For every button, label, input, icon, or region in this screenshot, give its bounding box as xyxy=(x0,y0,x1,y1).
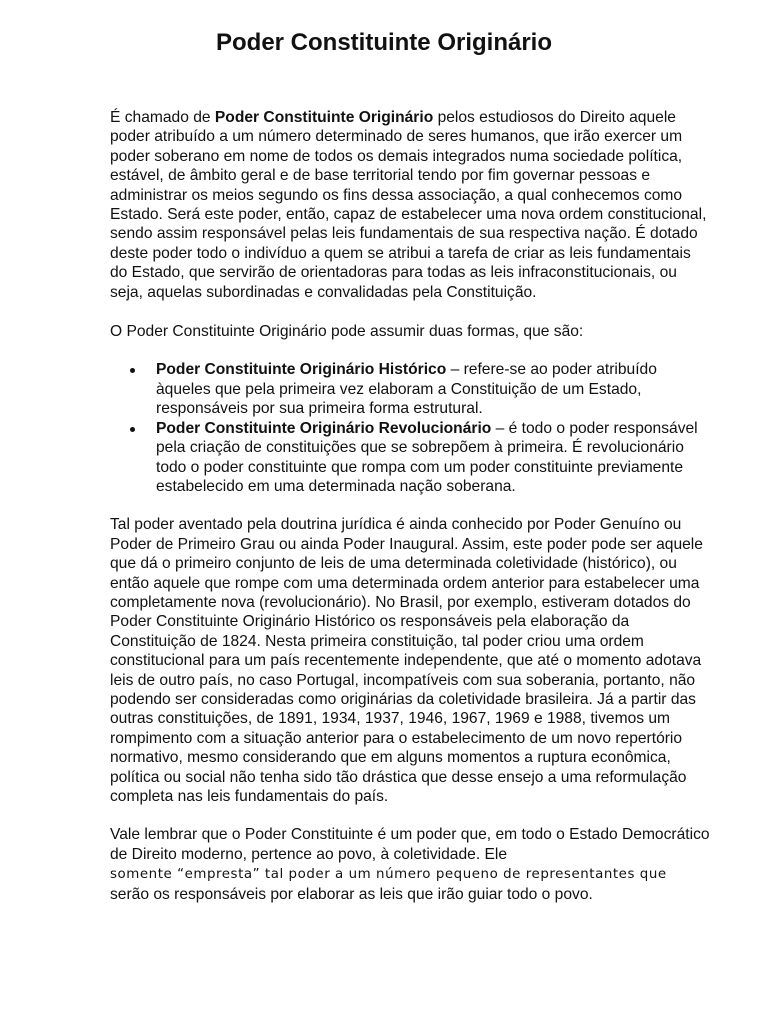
conclusion-line2: somente “empresta” tal poder a um número pequeno de representantes que xyxy=(110,867,667,883)
paragraph-conclusion xyxy=(110,825,710,904)
paragraph-history: Tal poder aventado pela doutrina jurídica é ainda conhecido por Poder Genuíno ou Poder de Primeiro Grau ou ainda Poder Inaugural. Assim, este poder pode ser aquele que dá o primeiro conjunto de leis de uma determinada coletividade (histórico), ou então aquele que rompe com uma determinada ordem anterior para estabelecer uma completamente nova (revolucionário). No Brasil, por exemplo, estiveram dotados do Poder Constituinte Originário Histórico os responsáveis pela elaboração da Constituição de 1824. Nesta primeira constituição, tal poder criou uma ordem constitucional para um país recentemente independente, que até o momento adotava leis de outro país, no caso Portugal, incompatíveis com sua soberania, portanto, não podendo ser consideradas como originárias da coletividade brasileira. Já a partir das outras constituições, de 1891, 1934, 1937, 1946, 1967, 1969 e 1988, tivemos um rompimento com a situação anterior para o estabelecimento de um novo repertório normativo, mesmo considerando que em alguns momentos a ruptura econômica, política ou social não tenha sido tão drástica que desse ensejo a uma reformulação completa nas leis fundamentais do país. xyxy=(110,516,703,805)
list-item-historico xyxy=(110,360,710,418)
intro-prefix: É chamado de xyxy=(110,109,215,126)
list-item-bold: Poder Constituinte Originário Histórico xyxy=(156,361,447,379)
document-body xyxy=(110,108,710,904)
list-item-revolucionario xyxy=(110,419,710,497)
intro-bold-term: Poder Constituinte Originário xyxy=(214,109,434,126)
bullet-icon xyxy=(130,368,135,373)
paragraph-forms: O Poder Constituinte Originário pode assumir duas formas, que são: xyxy=(110,323,584,341)
conclusion-line3: serão os responsáveis por elaborar as leis que irão guiar todo o povo. xyxy=(110,885,593,903)
bullet-icon xyxy=(130,427,135,432)
list-item-text: – refere-se ao poder atribuído àqueles que pela primeira vez elaboram a Constituição de um Estado, responsáveis por sua primeira forma estrutural. xyxy=(156,361,657,418)
intro-text: pelos estudiosos do Direito aquele poder atribuído a um número determinado de seres humanos, que irão exercer um poder soberano em nome de todos os demais integrados numa sociedade política, estável, de âmbito geral e de base territorial tendo por fim governar pessoas e administrar os meios segundo os fins dessa associação, a qual conhecemos como Estado. Será este poder, então, capaz de estabelecer uma nova ordem constitucional, sendo assim responsável pelas leis fundamentais de sua respectiva nação. É dotado deste poder todo o indivíduo a quem se atribui a tarefa de criar as leis fundamentais do Estado, que servirão de orientadoras para todas as leis infraconstitucionais, ou seja, aquelas subordinadas e convalidadas pela Constituição. xyxy=(110,109,707,301)
list-item-bold: Poder Constituinte Originário Revolucionário xyxy=(156,419,492,437)
list-item-text: – é todo o poder responsável pela criação de constituições que se sobrepõem à primeira. É revolucionário todo o poder constituinte que rompa com um poder constituinte previamente estabelecido em uma determinada nação soberana. xyxy=(156,419,698,495)
conclusion-line1: Vale lembrar que o Poder Constituinte é um poder que, em todo o Estado Democrático de Direito moderno, pertence ao povo, à coletividade. Ele xyxy=(110,826,710,863)
paragraph-intro xyxy=(110,108,710,302)
forms-list xyxy=(110,360,710,496)
page-title: Poder Constituinte Originário xyxy=(215,29,552,56)
